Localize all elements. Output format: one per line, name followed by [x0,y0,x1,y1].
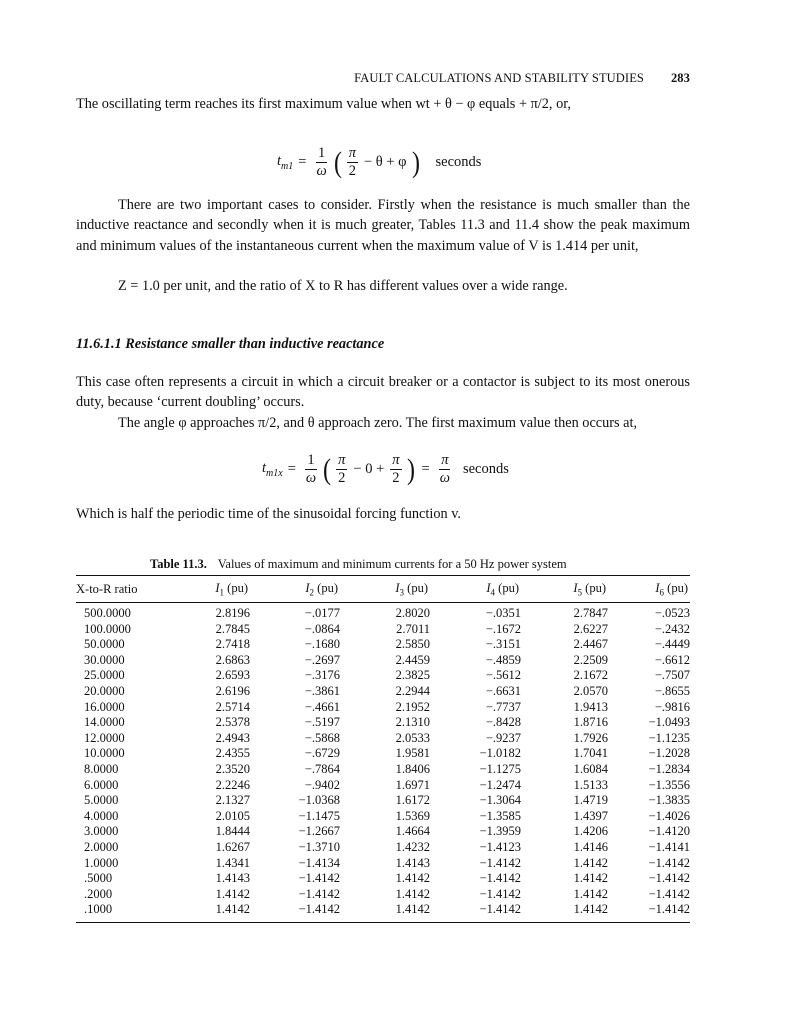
value-cell: 2.2246 [215,777,250,792]
value-cell: −.0351 [485,606,521,620]
paragraph-2: There are two important cases to consider. Firstly when the resistance is much smaller than the inductive reactance and secondly when it is much greater, Tables 11.3 and 11.4 show the peak maximum and minimum values of the instantaneous current when the maximum value of V is 1.414 per unit, [76,197,690,254]
value-cell: 1.4397 [573,808,608,823]
value-cell: 2.0533 [395,730,430,745]
ratio-cell: 8.0000 [84,761,119,776]
value-cell: −.4859 [485,652,521,667]
table-row [76,746,690,762]
value-cell: −1.2834 [648,761,690,776]
value-cell: 1.9581 [395,746,430,761]
value-cell: −1.0368 [298,793,340,808]
value-cell: −.5868 [304,730,340,745]
value-cell: −1.3959 [479,824,521,839]
value-cell: −.3151 [485,637,521,652]
value-cell: 1.4142 [164,902,250,922]
value-cell: −.1680 [304,637,340,652]
value-cell: −.3861 [304,683,340,698]
table-row [76,603,690,622]
equation-tm1 [277,145,481,180]
value-cell: −1.4142 [648,886,690,901]
value-cell: 1.6172 [395,793,430,808]
value-cell: 2.6593 [215,668,250,683]
eq2-fraction-c: $\frac{\pi}{\omega}$ [439,452,450,486]
value-cell: 2.7847 [573,606,608,620]
value-cell: 2.1672 [573,668,608,683]
value-cell: 1.6267 [215,839,250,854]
value-cell: −1.3064 [479,793,521,808]
value-cell: −1.0493 [648,715,690,730]
eq1-rparen: ) [411,145,420,179]
ratio-cell: 10.0000 [84,746,125,761]
ratio-cell: 12.0000 [84,730,125,745]
value-cell: 1.4142 [573,886,608,901]
ratio-cell: 2.0000 [84,839,119,854]
value-cell: 1.4232 [395,839,430,854]
value-cell: −.4661 [304,699,340,714]
value-cell: 2.2509 [573,652,608,667]
ratio-cell: 16.0000 [84,699,125,714]
value-cell: −.7507 [654,668,690,683]
value-cell: 1.4142 [340,902,430,922]
equation-tm1x [262,452,509,487]
running-title: FAULT CALCULATIONS AND STABILITY STUDIES [354,71,644,85]
value-cell: −.0864 [304,621,340,636]
value-cell: 1.4664 [395,824,430,839]
value-cell: 2.0570 [573,683,608,698]
value-cell: −1.4142 [298,886,340,901]
eq2-unit: seconds [462,461,509,477]
value-cell: 1.7041 [573,746,608,761]
ratio-cell: 25.0000 [84,668,125,683]
eq2-lhs: $t_{m1x}$ [262,460,283,479]
value-cell: −1.4142 [430,902,521,922]
paragraph-1: The oscillating term reaches its first maximum value when wt + θ − φ equals + π/2, or, [76,96,571,112]
value-cell: −.5612 [485,668,521,683]
value-cell: 2.1310 [395,715,430,730]
table-row [76,668,690,684]
value-cell: −1.4142 [648,855,690,870]
table-row [76,824,690,840]
value-cell: −1.4141 [648,839,690,854]
table-row [76,684,690,700]
value-cell: 2.7418 [215,637,250,652]
ratio-cell: .5000 [84,871,113,886]
ratio-cell: .2000 [84,886,113,901]
value-cell: 2.4459 [395,652,430,667]
value-cell: 1.4142 [395,886,430,901]
value-cell: −1.4142 [298,871,340,886]
value-cell: −1.4134 [298,855,340,870]
table-row [76,902,690,922]
value-cell: −1.3710 [298,839,340,854]
value-cell: 1.4143 [215,871,250,886]
value-cell: −1.2667 [298,824,340,839]
column-header-i2: $I_2$ (pu) [250,576,340,603]
value-cell: 1.4146 [573,839,608,854]
table-row [76,731,690,747]
value-cell: 2.2944 [395,683,430,698]
column-header-i3: $I_3$ (pu) [340,576,430,603]
table-header-row [76,576,690,603]
value-cell: 1.4142 [215,886,250,901]
table-body [76,603,690,923]
column-header-i1: $I_1$ (pu) [164,576,250,603]
page-number: 283 [670,71,690,85]
table-row [76,715,690,731]
value-cell: −1.3556 [648,777,690,792]
value-cell: −.9237 [485,730,521,745]
table-row [76,871,690,887]
eq2-lparen: ( [323,452,332,486]
eq2-equals: = [287,461,296,477]
value-cell: −.8428 [485,715,521,730]
value-cell: 2.3825 [395,668,430,683]
value-cell: −.3176 [304,668,340,683]
value-cell: −1.3585 [479,808,521,823]
table-row [76,840,690,856]
ratio-cell: 5.0000 [84,793,119,808]
paragraph-5: The angle φ approaches π/2, and θ approach zero. The first maximum value then occurs at, [118,415,638,431]
value-cell: −.8655 [654,683,690,698]
ratio-cell: 50.0000 [84,637,125,652]
value-cell: −.6729 [304,746,340,761]
value-cell: −1.1475 [298,808,340,823]
value-cell: −1.4142 [479,886,521,901]
table-row [76,622,690,638]
table-caption [150,557,567,572]
table-row [76,637,690,653]
table-caption-label: Table 11.3. [150,557,207,571]
value-cell: −1.4123 [479,839,521,854]
value-cell: −.7864 [304,761,340,776]
eq1-fraction: $\frac{1}{\omega}$ [316,145,327,179]
value-cell: −.2432 [654,621,690,636]
value-cell: 2.8020 [395,606,430,620]
eq1-lparen: ( [333,145,342,179]
value-cell: −1.4142 [608,902,690,922]
eq1-lhs: $t_{m1}$ [277,153,294,172]
value-cell: 2.4467 [573,637,608,652]
value-cell: 1.4719 [573,793,608,808]
value-cell: −1.2028 [648,746,690,761]
value-cell: −1.0182 [479,746,521,761]
ratio-cell: 500.0000 [84,606,131,620]
value-cell: 1.5133 [573,777,608,792]
value-cell: 2.5378 [215,715,250,730]
value-cell: −.6612 [654,652,690,667]
value-cell: 2.3520 [215,761,250,776]
paragraph-6: Which is half the periodic time of the sinusoidal forcing function v. [76,506,461,522]
value-cell: 1.4341 [215,855,250,870]
ratio-cell: 6.0000 [84,777,119,792]
value-cell: 2.5850 [395,637,430,652]
value-cell: −1.2474 [479,777,521,792]
table-row [76,762,690,778]
value-cell: 2.6227 [573,621,608,636]
table-row [76,887,690,903]
ratio-cell: .1000 [76,902,164,922]
ratio-cell: 20.0000 [84,683,125,698]
eq2-equals-2: = [421,461,430,477]
eq1-unit: seconds [435,154,482,170]
eq1-inner-rest: − θ + φ [363,154,407,170]
value-cell: −.4449 [654,637,690,652]
value-cell: 1.5369 [395,808,430,823]
table-row [76,856,690,872]
eq1-equals: = [298,154,307,170]
value-cell: −1.4142 [479,871,521,886]
value-cell: 2.7845 [215,621,250,636]
value-cell: 1.6084 [573,761,608,776]
table-row [76,793,690,809]
value-cell: 2.1327 [215,793,250,808]
paragraph-4: This case often represents a circuit in which a circuit breaker or a contactor is subject to its most onerous duty, because ‘current doubling’ occurs. [76,374,690,411]
value-cell: −.9816 [654,699,690,714]
value-cell: −.9402 [304,777,340,792]
value-cell: 1.4142 [573,871,608,886]
column-header-i5: $I_5$ (pu) [521,576,608,603]
value-cell: −.2697 [304,652,340,667]
ratio-cell: 30.0000 [84,652,125,667]
ratio-cell: 100.0000 [84,621,131,636]
value-cell: 1.9413 [573,699,608,714]
paragraph-3: Z = 1.0 per unit, and the ratio of X to R has different values over a wide range. [118,278,568,294]
value-cell: −1.4142 [479,855,521,870]
value-cell: 1.4206 [573,824,608,839]
value-cell: 2.4355 [215,746,250,761]
value-cell: 1.8406 [395,761,430,776]
value-cell: 1.4142 [395,871,430,886]
value-cell: 2.0105 [215,808,250,823]
value-cell: 1.8444 [215,824,250,839]
value-cell: 2.5714 [215,699,250,714]
value-cell: −.0523 [654,606,690,620]
table-row [76,653,690,669]
value-cell: −.7737 [485,699,521,714]
value-cell: −.6631 [485,683,521,698]
value-cell: −.5197 [304,715,340,730]
column-header-i4: $I_4$ (pu) [430,576,521,603]
eq2-fraction: $\frac{1}{\omega}$ [305,452,317,486]
value-cell: 1.4142 [573,855,608,870]
value-cell: −1.1275 [479,761,521,776]
column-header-i6: $I_6$ (pu) [608,576,690,603]
ratio-cell: 3.0000 [84,824,119,839]
value-cell: 1.4142 [521,902,608,922]
value-cell: 1.8716 [573,715,608,730]
value-cell: −.0177 [304,606,340,620]
ratio-cell: 4.0000 [84,808,119,823]
value-cell: −1.4142 [648,871,690,886]
value-cell: 1.7926 [573,730,608,745]
eq1-inner-fraction: $\frac{\pi}{2}$ [348,145,356,179]
value-cell: −1.4026 [648,808,690,823]
ratio-cell: 1.0000 [84,855,119,870]
section-heading: 11.6.1.1 Resistance smaller than inductive reactance [76,336,385,352]
value-cell: 2.7011 [396,621,430,636]
value-cell: 2.1952 [395,699,430,714]
value-cell: 2.6863 [215,652,250,667]
column-header-ratio: X-to-R ratio [76,576,164,603]
value-cell: 1.6971 [395,777,430,792]
value-cell: −1.1235 [648,730,690,745]
eq2-fraction-a: $\frac{\pi}{2}$ [338,452,346,486]
page-header [76,71,690,89]
table-row [76,700,690,716]
table-row [76,778,690,794]
table-row [76,809,690,825]
eq2-rparen: ) [406,452,415,486]
value-cell: 2.6196 [215,683,250,698]
eq2-middle: − 0 + [353,461,385,477]
value-cell: −1.4142 [250,902,340,922]
value-cell: 1.4143 [395,855,430,870]
current-values-table [76,575,690,923]
value-cell: −1.4120 [648,824,690,839]
eq2-fraction-b: $\frac{\pi}{2}$ [392,452,400,486]
value-cell: 2.4943 [215,730,250,745]
value-cell: 2.8196 [215,606,250,620]
value-cell: −.1672 [485,621,521,636]
table-caption-text: Values of maximum and minimum currents for a 50 Hz power system [217,557,567,571]
value-cell: −1.3835 [648,793,690,808]
ratio-cell: 14.0000 [84,715,125,730]
